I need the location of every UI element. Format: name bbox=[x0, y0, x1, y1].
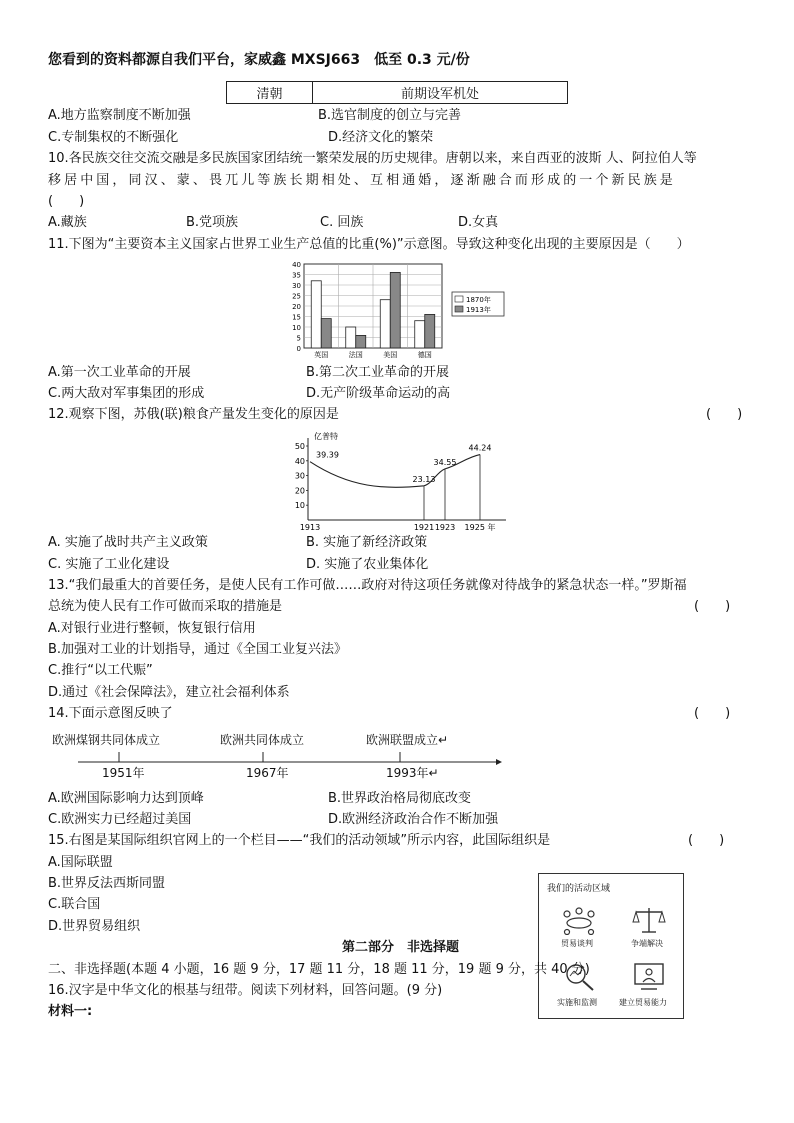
q10-option-a: A.藏族 bbox=[48, 215, 87, 230]
y-axis-unit: 亿普特 bbox=[314, 432, 338, 441]
x-tick-label: 法国 bbox=[348, 351, 363, 359]
q12-option-d: D. 实施了农业集体化 bbox=[306, 557, 429, 572]
y-tick-label: 40 bbox=[294, 456, 305, 466]
q10-option-b: B.党项族 bbox=[186, 215, 239, 230]
q16-stem: 16.汉字是中华文化的根基与纽带。阅读下列材料，回答问题。(9 分) bbox=[48, 983, 443, 998]
activity-areas-panel bbox=[538, 873, 684, 1019]
y-tick-label: 30 bbox=[292, 282, 301, 290]
bar-法国-1870年 bbox=[346, 327, 356, 348]
q12-line-chart bbox=[290, 430, 516, 534]
q14-option-d: D.欧洲经济政治合作不断加强 bbox=[328, 812, 499, 827]
bar-美国-1913年 bbox=[390, 272, 400, 348]
legend-swatch bbox=[455, 306, 463, 312]
q15-option-d: D.世界贸易组织 bbox=[48, 919, 141, 934]
y-tick-label: 20 bbox=[294, 486, 305, 496]
bar-法国-1913年 bbox=[356, 335, 366, 348]
x-tick-label: 1925 年 bbox=[464, 523, 496, 532]
dynasty-table bbox=[226, 81, 568, 104]
y-tick-label: 15 bbox=[292, 313, 301, 322]
y-tick-label: 30 bbox=[294, 471, 305, 481]
q11-option-d: D.无产阶级革命运动的高 bbox=[306, 386, 451, 401]
q12-stem: 12.观察下图，苏俄(联)粮食产量发生变化的原因是 bbox=[48, 407, 339, 422]
activity-label-monitoring: 实施和监测 bbox=[557, 998, 597, 1007]
x-tick-label: 美国 bbox=[383, 351, 398, 359]
q11-option-a: A.第一次工业革命的开展 bbox=[48, 365, 191, 380]
legend-swatch bbox=[455, 296, 463, 302]
q10-answer-paren: ( ) bbox=[48, 194, 85, 209]
part2-title: 第二部分 非选择题 bbox=[342, 940, 460, 955]
bar-美国-1870年 bbox=[380, 300, 390, 348]
y-tick-label: 25 bbox=[292, 292, 301, 301]
activity-label-negotiation: 贸易谈判 bbox=[561, 939, 593, 948]
bar-英国-1870年 bbox=[311, 281, 321, 348]
q13-option-b: B.加强对工业的计划指导，通过《全国工业复兴法》 bbox=[48, 642, 348, 657]
y-tick-label: 35 bbox=[292, 271, 301, 280]
x-tick-label: 1913 bbox=[299, 523, 321, 532]
timeline-event-1967: 欧洲共同体成立 bbox=[220, 733, 305, 747]
q13-option-d: D.通过《社会保障法》，建立社会福利体系 bbox=[48, 685, 290, 700]
q9-option-b: B.选官制度的创立与完善 bbox=[318, 108, 462, 123]
q14-option-b: B.世界政治格局彻底改变 bbox=[328, 791, 472, 806]
timeline-year-1951: 1951年 bbox=[102, 766, 145, 780]
q11-stem: 11.下图为“主要资本主义国家占世界工业生产总值的比重(%)”示意图。导致这种变化出现的主要原因是（ ） bbox=[48, 237, 690, 252]
q10-option-c: C. 回族 bbox=[320, 215, 364, 230]
timeline-event-1993: 欧洲联盟成立↵ bbox=[366, 733, 449, 747]
q14-option-a: A.欧洲国际影响力达到顶峰 bbox=[48, 791, 204, 806]
y-tick-label: 20 bbox=[292, 303, 301, 311]
timeline-year-1993: 1993年↵ bbox=[386, 766, 439, 780]
q10-option-d: D.女真 bbox=[458, 215, 499, 230]
y-tick-label: 10 bbox=[292, 324, 301, 332]
q14-stem: 14.下面示意图反映了 bbox=[48, 706, 173, 721]
activity-label-dispute: 争端解决 bbox=[631, 939, 663, 948]
q12-option-c: C. 实施了工业化建设 bbox=[48, 557, 170, 572]
q9-option-a: A.地方监察制度不断加强 bbox=[48, 108, 191, 123]
x-tick-label: 德国 bbox=[417, 351, 432, 359]
table-cell-dynasty: 清朝 bbox=[227, 82, 313, 104]
table-cell-event: 前期设军机处 bbox=[313, 82, 568, 104]
bar-德国-1870年 bbox=[415, 321, 425, 348]
q15-answer-paren: ( ) bbox=[688, 833, 725, 848]
q15-stem: 15.右图是某国际组织官网上的一个栏目——“我们的活动领域”所示内容，此国际组织是 bbox=[48, 833, 551, 848]
y-tick-label: 50 bbox=[294, 442, 305, 451]
q11-option-b: B.第二次工业革命的开展 bbox=[306, 365, 450, 380]
q13-option-a: A.对银行业进行整顿，恢复银行信用 bbox=[48, 621, 256, 636]
presentation-icon bbox=[631, 962, 667, 996]
activity-areas-title: 我们的活动区域 bbox=[547, 884, 611, 894]
y-tick-label: 0 bbox=[296, 345, 301, 353]
negotiation-icon bbox=[559, 905, 599, 939]
data-label: 39.39 bbox=[316, 450, 339, 460]
x-tick-label: 英国 bbox=[314, 351, 329, 359]
q15-option-b: B.世界反法西斯同盟 bbox=[48, 876, 166, 891]
y-tick-label: 5 bbox=[296, 334, 301, 343]
legend-label: 1870年 bbox=[466, 296, 491, 304]
q11-option-c: C.两大敌对军事集团的形成 bbox=[48, 386, 205, 401]
q14-option-c: C.欧洲实力已经超过美国 bbox=[48, 812, 192, 827]
part2-instructions: 二、非选择题(本题 4 小题，16 题 9 分，17 题 11 分，18 题 11 分，19 题 9 分，共 40 分) bbox=[48, 962, 590, 977]
promo-header: 您看到的资料都源自我们平台，家威鑫 MXSJ663 低至 0.3 元/份 bbox=[48, 52, 470, 68]
q13-answer-paren: ( ) bbox=[694, 599, 731, 614]
y-tick-label: 40 bbox=[292, 261, 301, 269]
bar-英国-1913年 bbox=[321, 319, 331, 348]
material-one-label: 材料一: bbox=[48, 1004, 93, 1019]
q11-bar-chart bbox=[280, 258, 510, 366]
q13-stem-line2: 总统为使人民有工作可做而采取的措施是 bbox=[48, 599, 283, 614]
q14-answer-paren: ( ) bbox=[694, 706, 731, 721]
timeline-year-1967: 1967年 bbox=[246, 766, 289, 780]
q13-option-c: C.推行“以工代赈” bbox=[48, 663, 153, 678]
q12-option-a: A. 实施了战时共产主义政策 bbox=[48, 535, 208, 550]
bar-德国-1913年 bbox=[425, 314, 435, 348]
q12-answer-paren: ( ) bbox=[706, 407, 743, 422]
q13-stem-line1: 13.“我们最重大的首要任务，是使人民有工作可做……政府对待这项任务就像对待战争的紧急状态一样。”罗斯福 bbox=[48, 578, 687, 593]
x-tick-label: 1923 bbox=[434, 523, 456, 532]
q9-option-c: C.专制集权的不断强化 bbox=[48, 130, 179, 145]
scales-icon bbox=[631, 905, 667, 939]
legend-label: 1913年 bbox=[466, 306, 491, 314]
y-tick-label: 10 bbox=[294, 501, 305, 511]
q15-option-c: C.联合国 bbox=[48, 897, 101, 912]
q10-stem-line2: 移居中国，同汉、蒙、畏兀儿等族长期相处、互相通婚，逐渐融合而形成的一个新民族是 bbox=[48, 173, 676, 188]
data-label: 23.13 bbox=[412, 474, 436, 484]
q12-option-b: B. 实施了新经济政策 bbox=[306, 535, 428, 550]
q9-option-d: D.经济文化的繁荣 bbox=[328, 130, 434, 145]
data-label: 34.55 bbox=[433, 457, 457, 467]
x-tick-label: 1921 bbox=[413, 523, 435, 532]
timeline-event-1951: 欧洲煤钢共同体成立 bbox=[52, 733, 161, 747]
eu-timeline bbox=[48, 728, 508, 778]
activity-label-capacity: 建立贸易能力 bbox=[619, 998, 667, 1007]
q15-option-a: A.国际联盟 bbox=[48, 855, 113, 870]
data-label: 44.24 bbox=[468, 443, 492, 453]
q10-stem-line1: 10.各民族交往交流交融是多民族国家团结统一繁荣发展的历史规律。唐朝以来，来自西亚的波斯 人、阿拉伯人等 bbox=[48, 151, 697, 166]
